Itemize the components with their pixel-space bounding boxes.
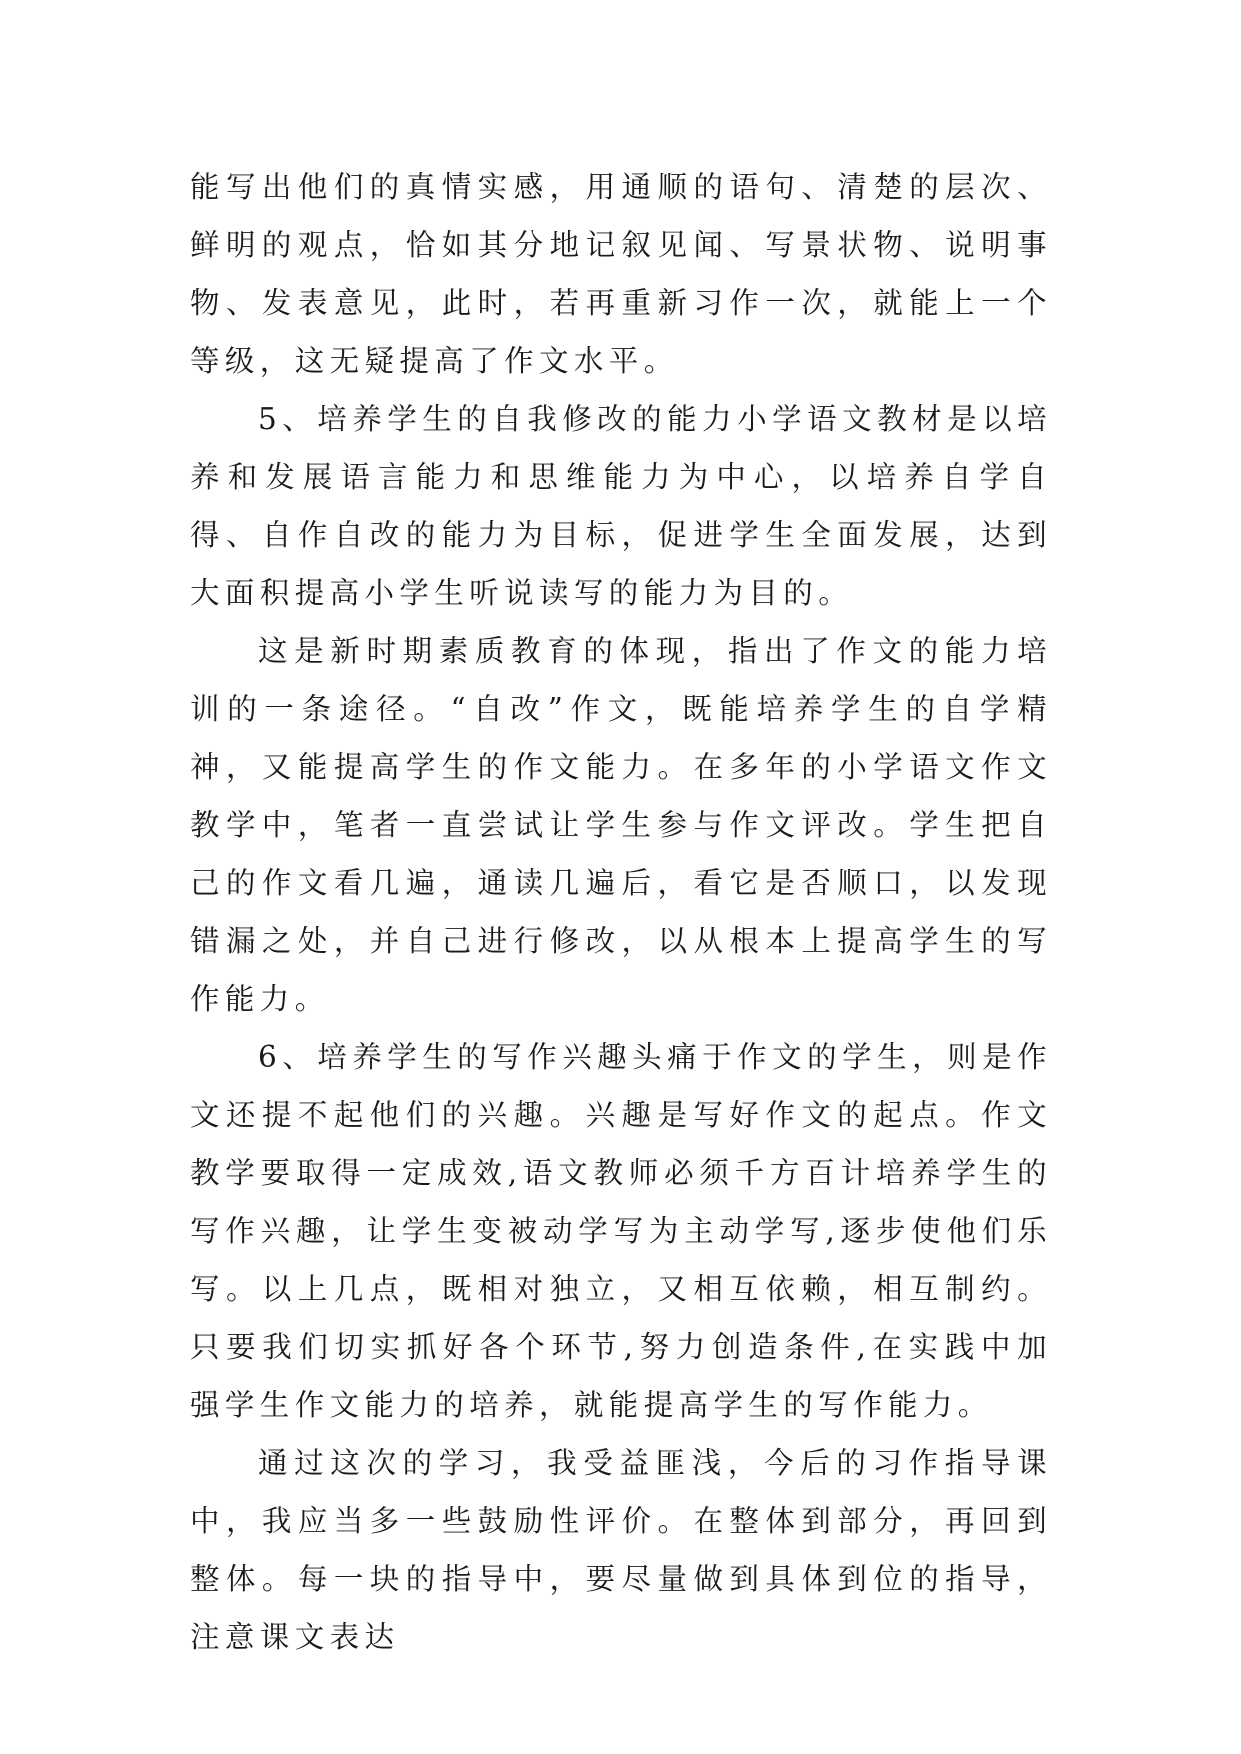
paragraph-writing-interest: 6、培养学生的写作兴趣头痛于作文的学生，则是作文还提不起他们的兴趣。兴趣是写好作文的起点。作文教学要取得一定成效,语文教师必须千方百计培养学生的写作兴趣，让学生变被动学写为主动学写,逐步使他们乐写。以上几点，既相对独立，又相互依赖，相互制约。只要我们切实抓好各个环节,努力创造条件,在实践中加强学生作文能力的培养，就能提高学生的写作能力。 [190,1040,1052,1422]
paragraph-self-revision: 5、培养学生的自我修改的能力小学语文教材是以培养和发展语言能力和思维能力为中心，以培养自学自得、自作自改的能力为目标，促进学生全面发展，达到大面积提高小学生听说读写的能力为目的。 [190,402,1052,610]
paragraph-conclusion: 通过这次的学习，我受益匪浅，今后的习作指导课中，我应当多一些鼓励性评价。在整体到部分，再回到整体。每一块的指导中，要尽量做到具体到位的指导，注意课文表达 [190,1446,1052,1654]
document-body [190,158,1052,1666]
paragraph-quality-education: 这是新时期素质教育的体现，指出了作文的能力培训的一条途径。“自改”作文，既能培养学生的自学精神，又能提高学生的作文能力。在多年的小学语文作文教学中，笔者一直尝试让学生参与作文评改。学生把自己的作文看几遍，通读几遍后，看它是否顺口，以发现错漏之处，并自己进行修改，以从根本上提高学生的写作能力。 [190,634,1052,1016]
paragraph-continuation: 能写出他们的真情实感，用通顺的语句、清楚的层次、鲜明的观点，恰如其分地记叙见闻、写景状物、说明事物、发表意见，此时，若再重新习作一次，就能上一个等级，这无疑提高了作文水平。 [190,170,1052,378]
